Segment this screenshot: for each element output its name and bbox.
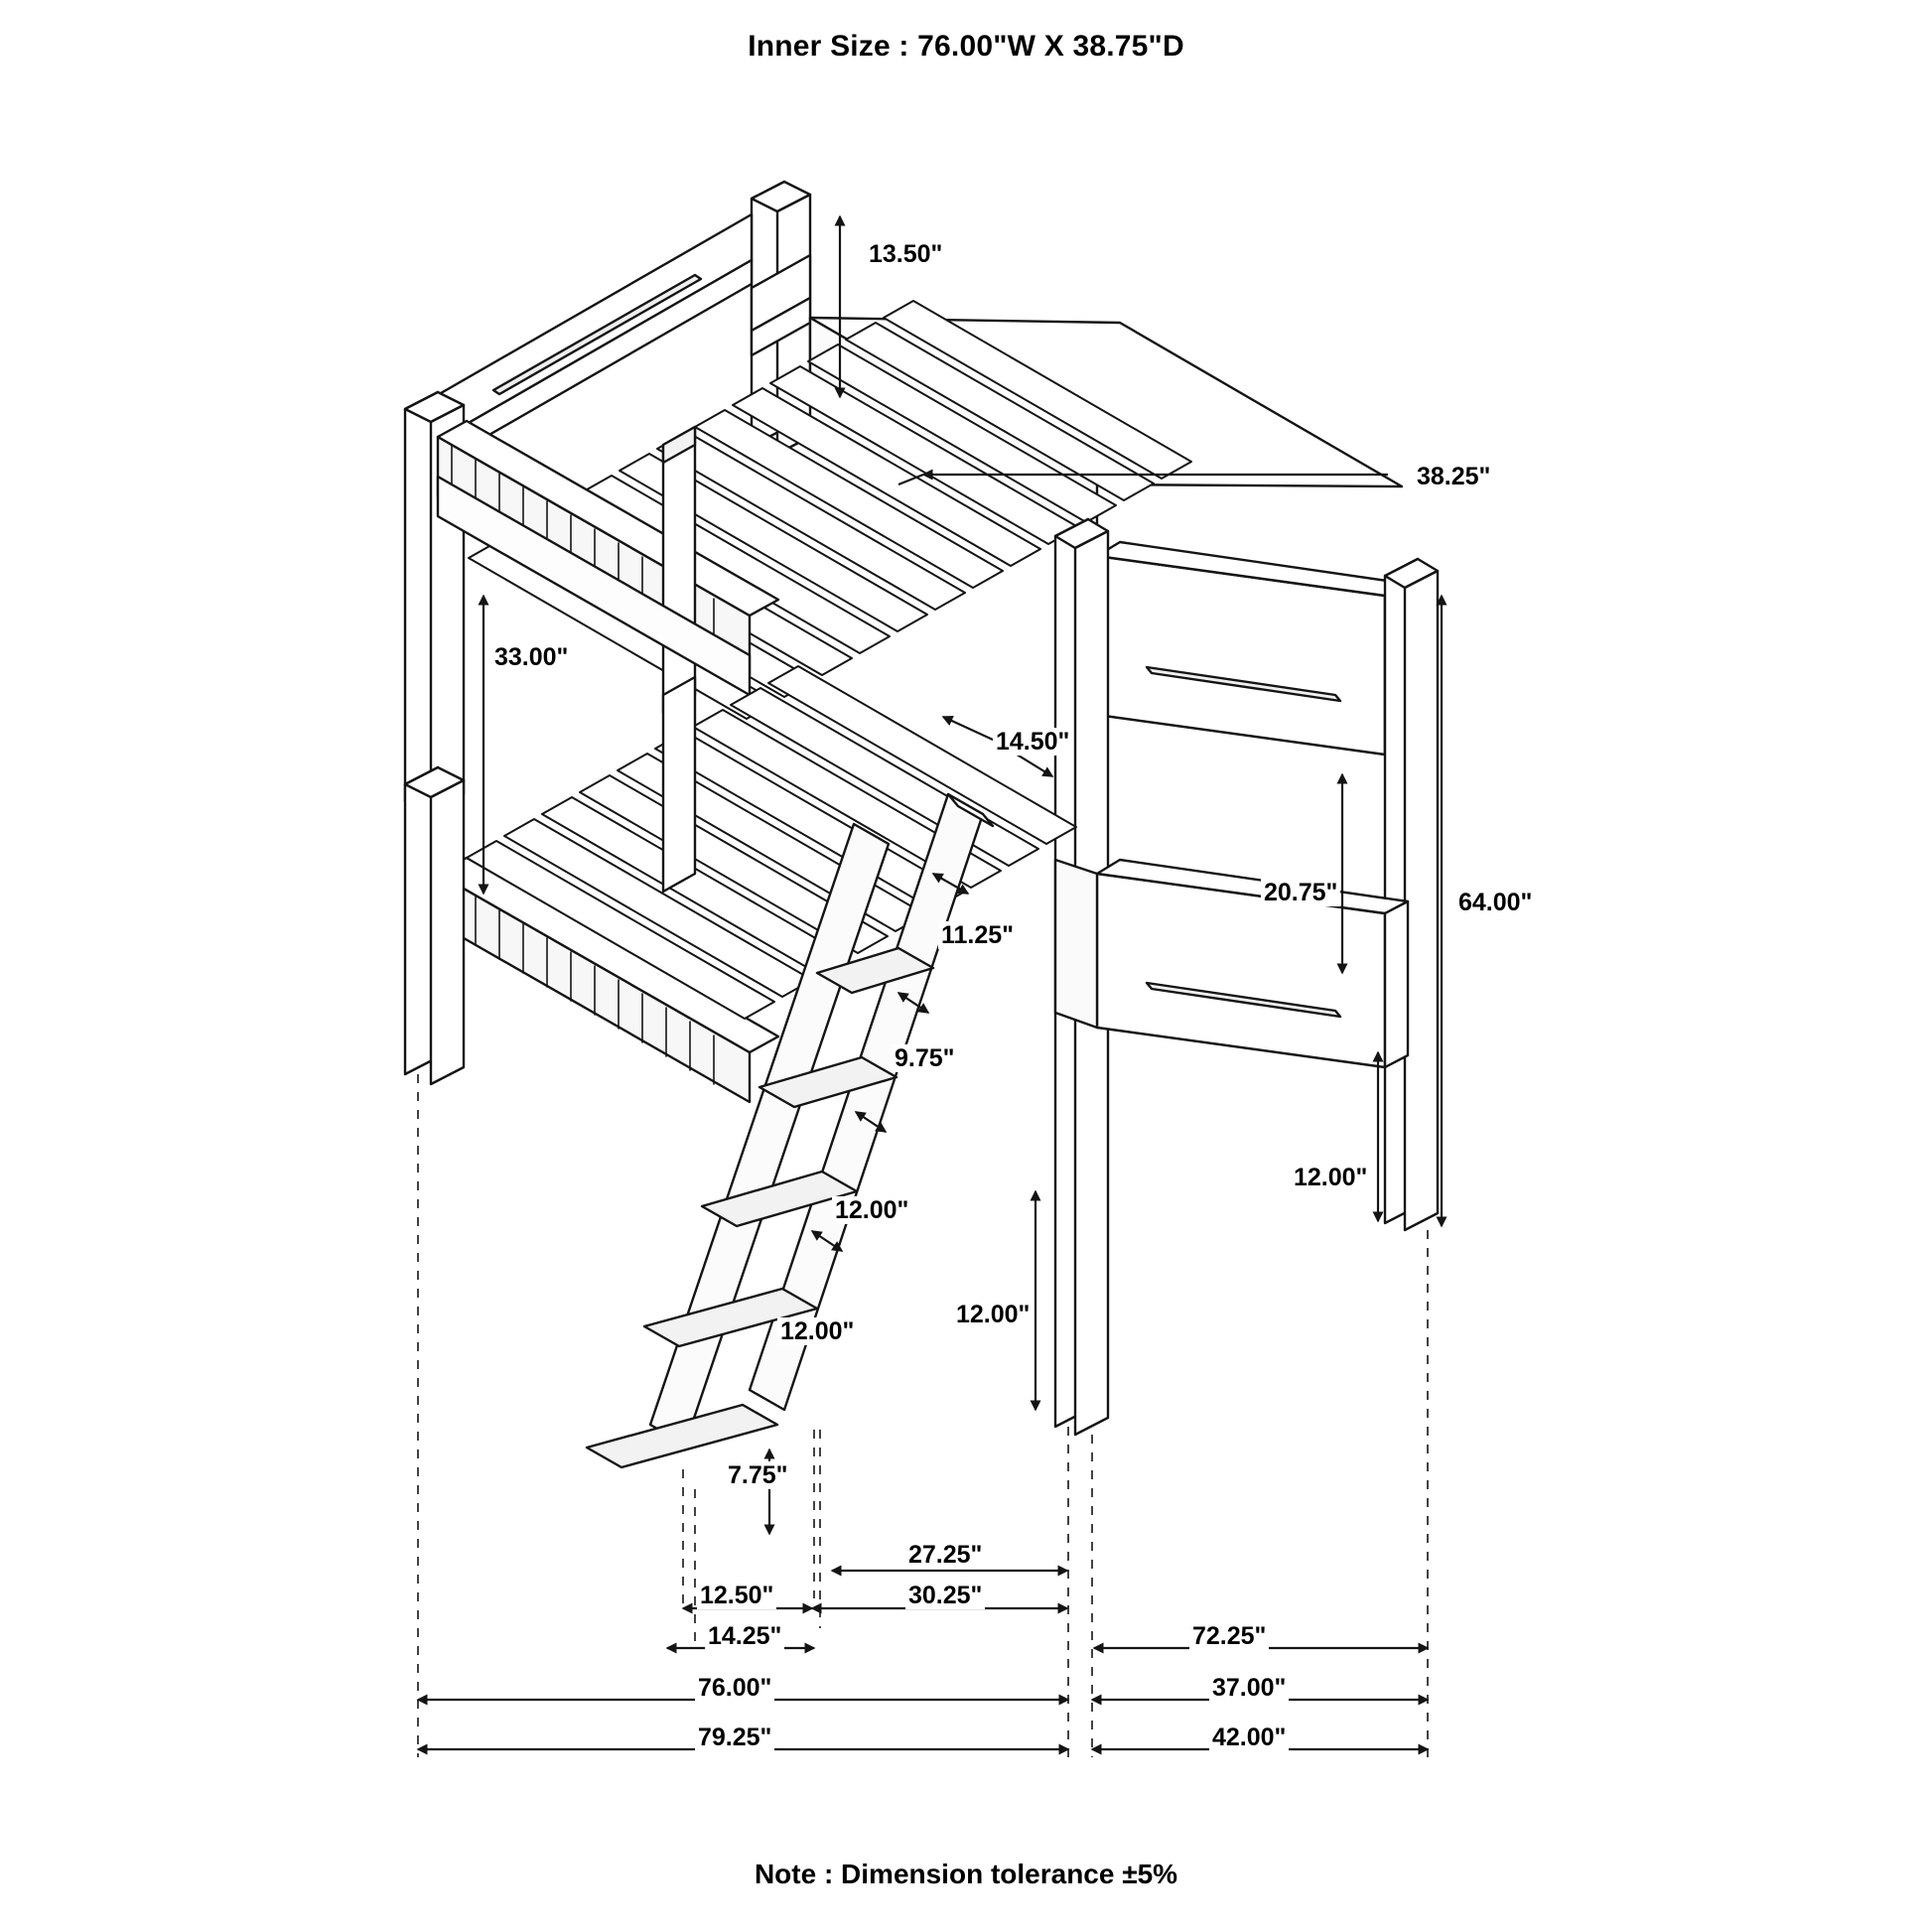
dim-label-overall-depth: 42.00" xyxy=(1209,1724,1289,1751)
dim-label-inner-depth-span: 72.25" xyxy=(1189,1622,1269,1650)
dim-label-upper-rail-gap: 14.50" xyxy=(993,728,1072,756)
dim-label-lower-bunk-clearance: 20.75" xyxy=(1261,879,1340,906)
dim-label-ladder-step-spacing-mid: 9.75" xyxy=(892,1044,958,1072)
dim-label-ladder-base-offset: 27.25" xyxy=(905,1541,985,1569)
dim-label-overall-width: 79.25" xyxy=(695,1724,774,1751)
dim-label-inner-width: 76.00" xyxy=(695,1674,774,1702)
bed-geometry xyxy=(405,182,1438,1467)
dim-label-lower-clearance-to-upper-deck: 33.00" xyxy=(491,643,571,671)
dim-label-floor-to-lower-deck: 12.00" xyxy=(1291,1164,1370,1191)
dim-label-post-to-floor: 12.00" xyxy=(953,1301,1033,1328)
dim-label-depth-inner: 37.00" xyxy=(1209,1674,1289,1702)
dim-label-upper-bunk-depth: 38.25" xyxy=(1414,463,1493,490)
dim-label-top-guardrail-height: 13.50" xyxy=(866,240,945,268)
dim-label-ladder-step-spacing-bottom: 12.00" xyxy=(777,1317,857,1345)
dim-label-ladder-foot-projection: 12.50" xyxy=(697,1582,776,1609)
page-title: Inner Size : 76.00"W X 38.75"D xyxy=(748,30,1184,63)
tolerance-note: Note : Dimension tolerance ±5% xyxy=(754,1859,1178,1889)
dim-label-bottom-step-to-floor: 7.75" xyxy=(725,1461,791,1489)
dim-label-ladder-foot-projection-outer: 14.25" xyxy=(705,1622,784,1650)
dim-label-ladder-step-spacing-top: 11.25" xyxy=(938,921,1017,949)
dim-label-ladder-base-offset-outer: 30.25" xyxy=(905,1582,985,1609)
dim-label-overall-height: 64.00" xyxy=(1455,889,1535,916)
projection-lines xyxy=(418,1074,1428,1757)
dim-label-ladder-step-spacing-lower: 12.00" xyxy=(832,1196,911,1224)
